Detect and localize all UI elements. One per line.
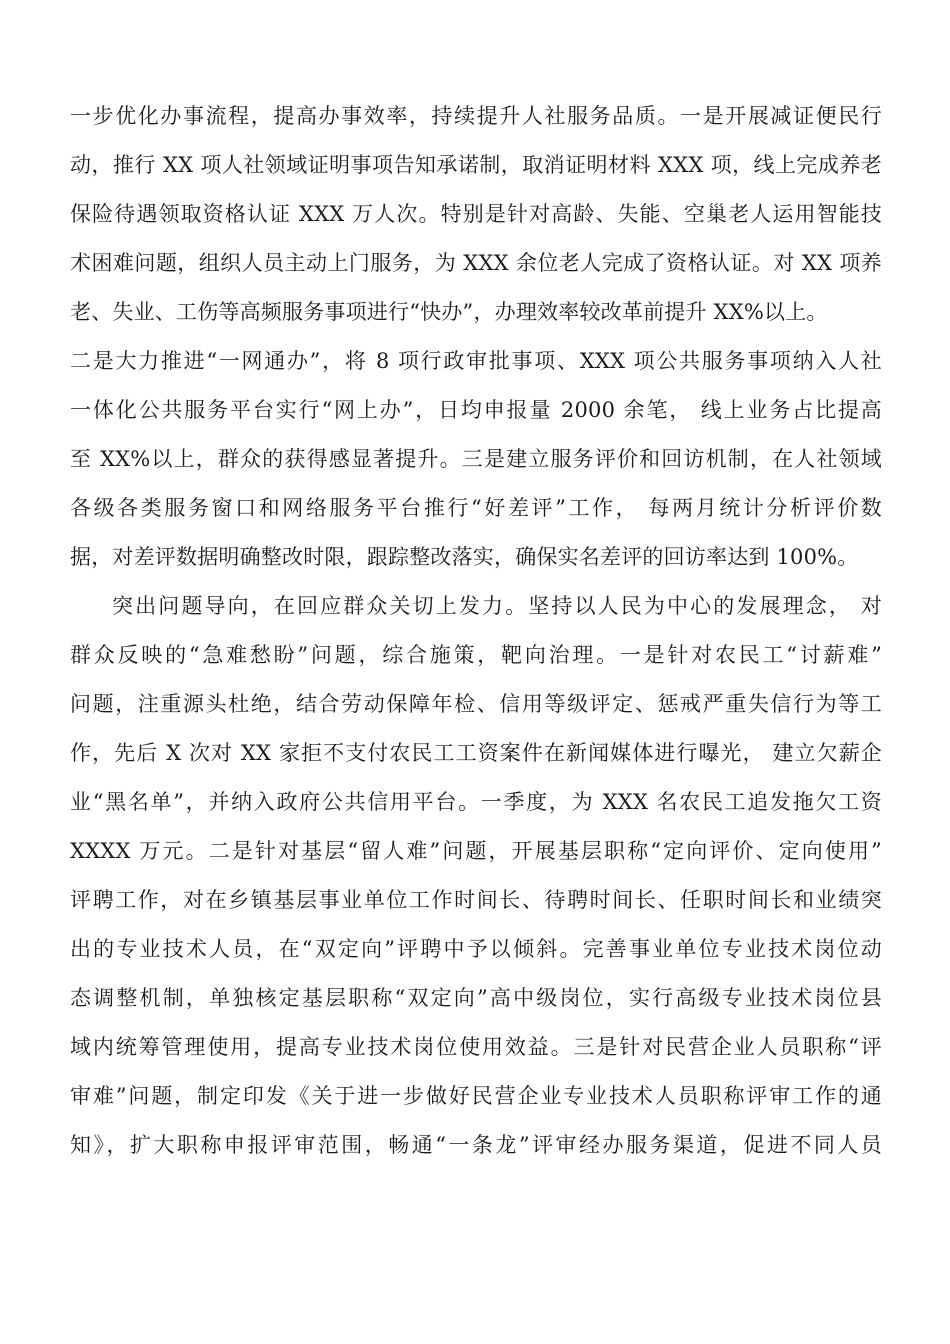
text-line: 至 XX%以上，群众的获得感显著提升。三是建立服务评价和回访机制，在人社领域: [70, 447, 882, 471]
text-line: 出的专业技术人员，在“双定向”评聘中予以倾斜。完善事业单位专业技术岗位动: [70, 937, 882, 961]
text-line: 一步优化办事流程，提高办事效率，持续提升人社服务品质。一是开展减证便民行: [70, 104, 882, 128]
text-line: 审难”问题，制定印发《关于进一步做好民营企业专业技术人员职称评审工作的通: [70, 1084, 882, 1108]
text-line: 态调整机制，单独核定基层职称“双定向”高中级岗位，实行高级专业技术岗位县: [70, 986, 882, 1010]
text-line: XXXX 万元。二是针对基层“留人难”问题，开展基层职称“定向评价、定向使用”: [70, 839, 882, 863]
text-line: 老、失业、工伤等高频服务事项进行“快办”，办理效率较改革前提升 XX%以上。: [70, 300, 828, 324]
text-line: 群众反映的“急难愁盼”问题，综合施策，靶向治理。一是针对农民工“讨薪难”: [70, 643, 882, 667]
text-line: 域内统筹管理使用，提高专业技术岗位使用效益。三是针对民营企业人员职称“评: [70, 1035, 882, 1059]
text-line: 保险待遇领取资格认证 XXX 万人次。特别是针对高龄、失能、空巢老人运用智能技: [70, 202, 882, 226]
text-line: 二是大力推进“一网通办”，将 8 项行政审批事项、XXX 项公共服务事项纳入人社: [70, 349, 882, 373]
text-line: 动，推行 XX 项人社领域证明事项告知承诺制，取消证明材料 XXX 项，线上完成养老: [70, 153, 882, 177]
text-line: 作，先后 X 次对 XX 家拒不支付农民工工资案件在新闻媒体进行曝光， 建立欠薪企: [70, 741, 882, 765]
text-line: 评聘工作，对在乡镇基层事业单位工作时间长、待聘时间长、任职时间长和业绩突: [70, 888, 882, 912]
text-line: 一体化公共服务平台实行“网上办”，日均申报量 2000 余笔， 线上业务占比提高: [70, 398, 882, 422]
text-line: 术困难问题，组织人员主动上门服务，为 XXX 余位老人完成了资格认证。对 XX 项养: [70, 251, 882, 275]
text-line: 各级各类服务窗口和网络服务平台推行“好差评”工作， 每两月统计分析评价数: [70, 496, 882, 520]
paragraph-first-line: 突出问题导向，在回应群众关切上发力。坚持以人民为中心的发展理念， 对: [112, 594, 882, 618]
text-line: 问题，注重源头杜绝，结合劳动保障年检、信用等级评定、惩戒严重失信行为等工: [70, 692, 882, 716]
text-line: 知》，扩大职称申报评审范围，畅通“一条龙”评审经办服务渠道，促进不同人员: [70, 1133, 882, 1157]
text-line: 据，对差评数据明确整改时限，跟踪整改落实，确保实名差评的回访率达到 100%。: [70, 545, 859, 569]
text-line: 业“黑名单”，并纳入政府公共信用平台。一季度，为 XXX 名农民工追发拖欠工资: [70, 790, 882, 814]
